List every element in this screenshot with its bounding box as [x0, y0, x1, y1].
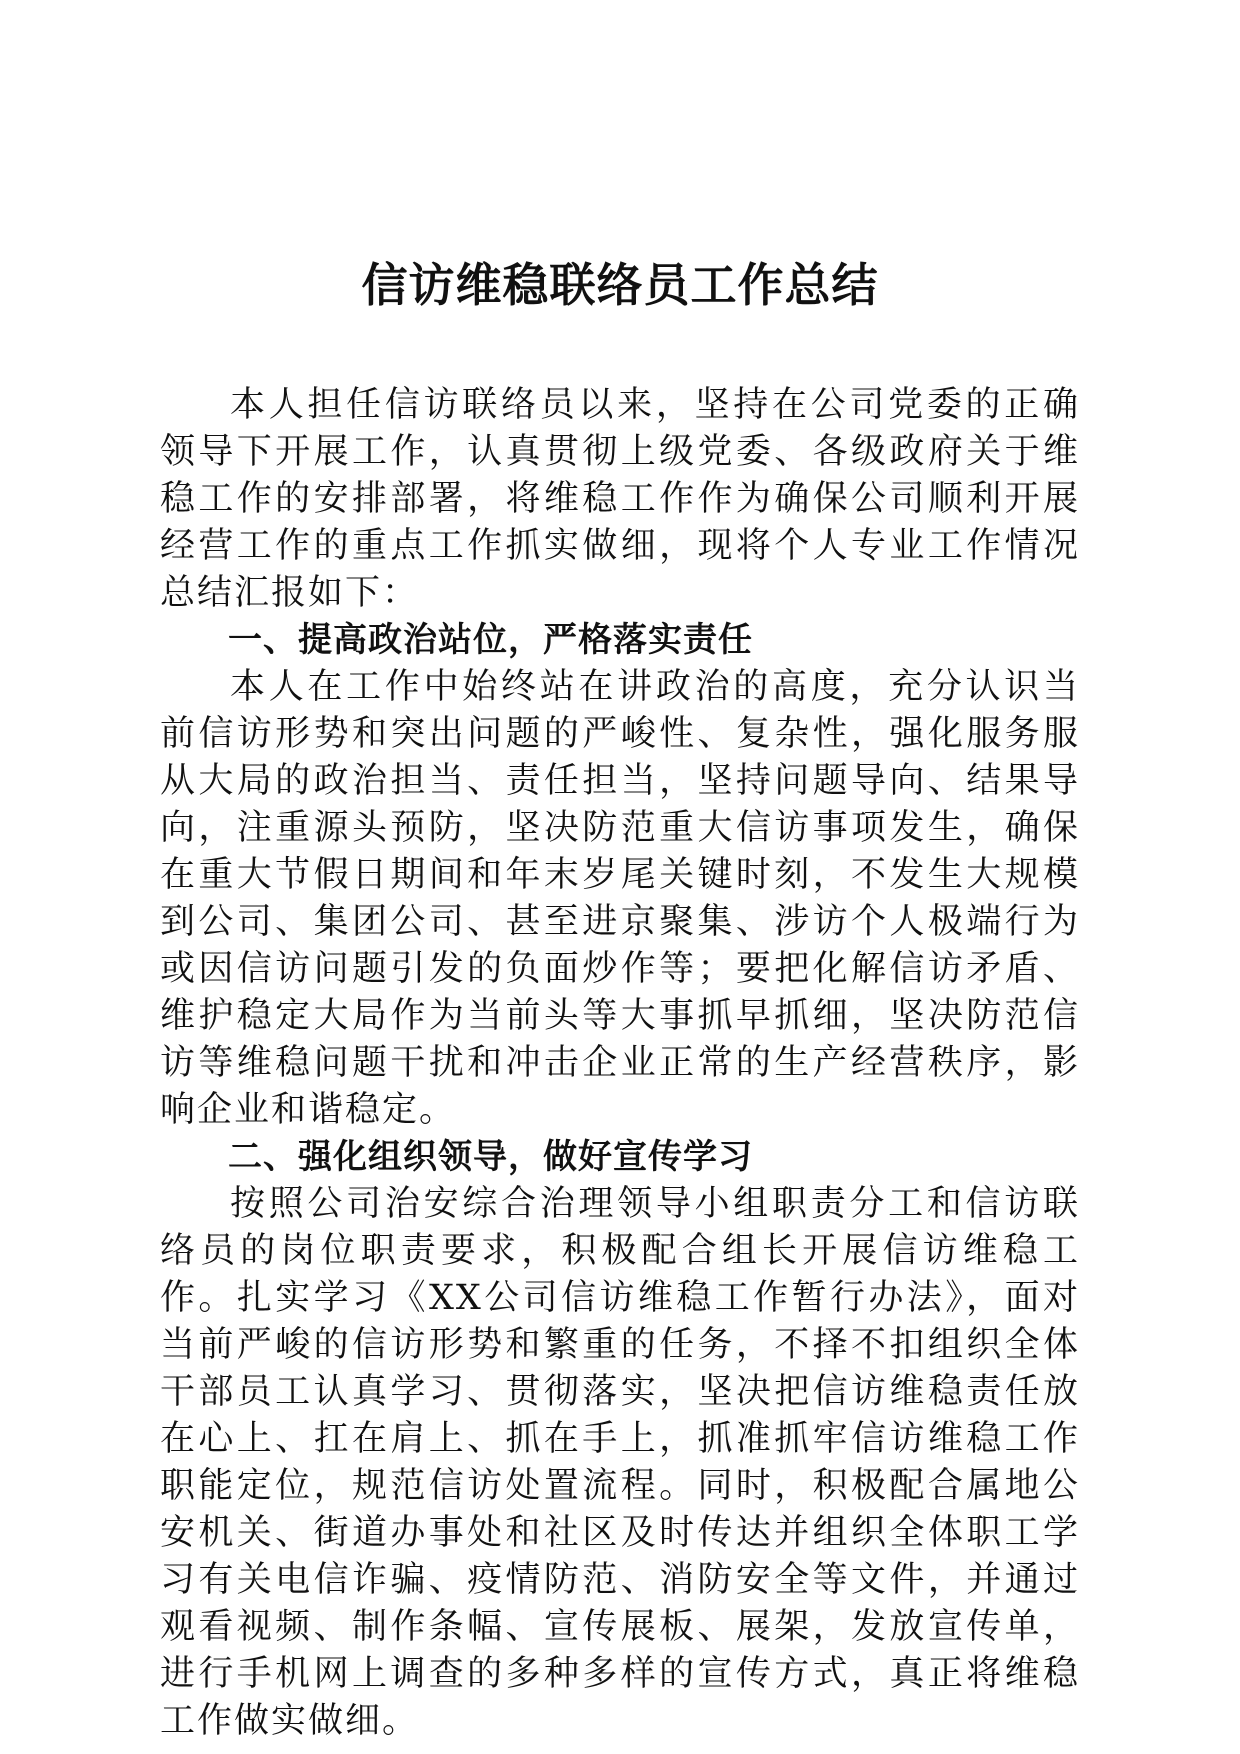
document-title: 信访维稳联络员工作总结 — [361, 258, 879, 312]
section-heading-1: 一、提高政治站位，严格落实责任 — [228, 620, 753, 660]
section-heading-2: 二、强化组织领导，做好宣传学习 — [228, 1137, 753, 1177]
section-paragraph-2: 按照公司治安综合治理领导小组职责分工和信访联络员的岗位职责要求，积极配合组长开展信访维稳工作。扎实学习《XX公司信访维稳工作暂行办法》，面对当前严峻的信访形势和繁重的任务，不择不扣组织全体干部员工认真学习、贯彻落实，坚决把信访维稳责任放在心上、扛在肩上、抓在手上，抓准抓牢信访维稳工作职能定位，规范信访处置流程。同时，积极配合属地公安机关、街道办事处和社区及时传达并组织全体职工学习有关电信诈骗、疫情防范、消防安全等文件，并通过观看视频、制作条幅、宣传展板、展架，发放宣传单，进行手机网上调查的多种多样的宣传方式，真正将维稳工作做实做细。 — [160, 1184, 1080, 1741]
document-body — [160, 382, 1080, 1745]
intro-paragraph: 本人担任信访联络员以来，坚持在公司党委的正确领导下开展工作，认真贯彻上级党委、各级政府关于维稳工作的安排部署，将维稳工作作为确保公司顺利开展经营工作的重点工作抓实做细，现将个人专业工作情况总结汇报如下： — [160, 385, 1080, 613]
section-paragraph-1: 本人在工作中始终站在讲政治的高度，充分认识当前信访形势和突出问题的严峻性、复杂性，强化服务服从大局的政治担当、责任担当，坚持问题导向、结果导向，注重源头预防，坚决防范重大信访事项发生，确保在重大节假日期间和年末岁尾关键时刻，不发生大规模到公司、集团公司、甚至进京聚集、涉访个人极端行为或因信访问题引发的负面炒作等；要把化解信访矛盾、维护稳定大局作为当前头等大事抓早抓细，坚决防范信访等维稳问题干扰和冲击企业正常的生产经营秩序，影响企业和谐稳定。 — [160, 667, 1080, 1130]
